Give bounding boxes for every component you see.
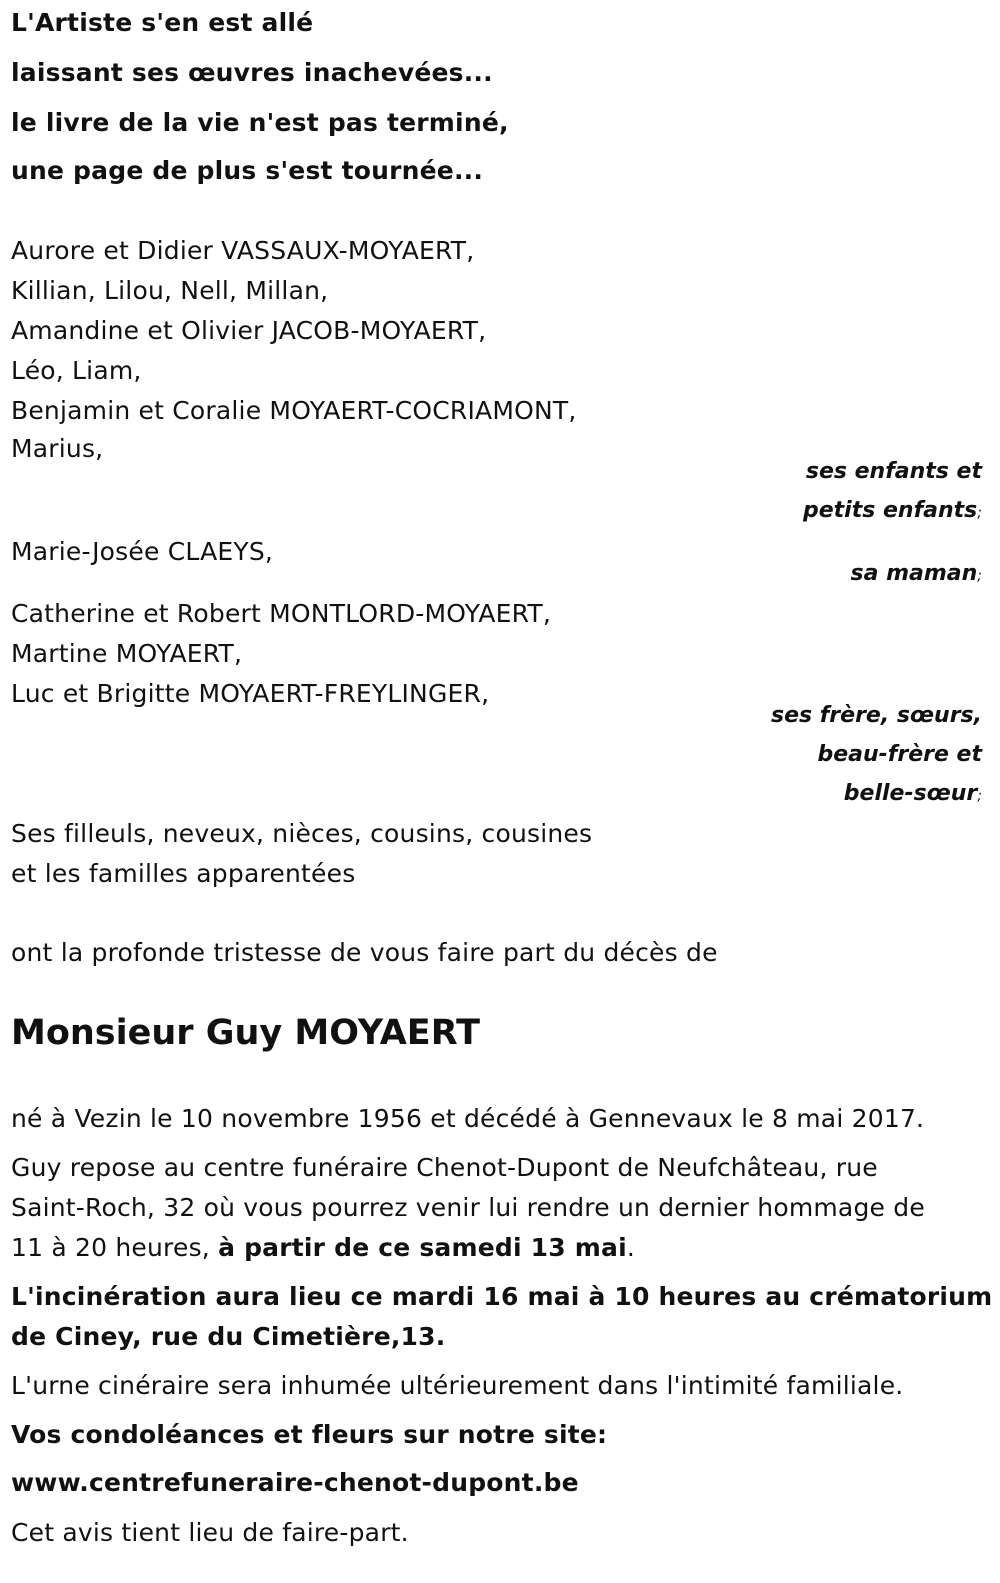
urn-text: L'urne cinéraire sera inhumée ultérieurement dans l'intimité familiale.	[11, 1371, 904, 1400]
incineration-line: L'incinération aura lieu ce mardi 16 mai à 10 heures au crématorium	[11, 1282, 993, 1311]
sibling-line: Luc et Brigitte MOYAERT-FREYLINGER,	[11, 679, 490, 708]
separator: ;	[977, 568, 982, 584]
sibling-line: Catherine et Robert MONTLORD-MOYAERT,	[11, 599, 552, 628]
poem-line: le livre de la vie n'est pas terminé,	[11, 108, 509, 137]
closing-text: Cet avis tient lieu de faire-part.	[11, 1518, 409, 1547]
mother-name: Marie-Josée CLAEYS,	[11, 537, 274, 566]
condolences-label: Vos condoléances et fleurs sur notre site:	[11, 1420, 608, 1449]
poem-line: une page de plus s'est tournée...	[11, 156, 484, 185]
deceased-name: Monsieur Guy MOYAERT	[11, 1013, 480, 1053]
announcement-text: ont la profonde tristesse de vous faire part du décès de	[11, 938, 718, 967]
website-link[interactable]: www.centrefuneraire-chenot-dupont.be	[11, 1468, 579, 1497]
separator: ;	[977, 505, 982, 521]
poem-line: L'Artiste s'en est allé	[11, 8, 314, 37]
visitation-line: Saint-Roch, 32 où vous pourrez venir lui rendre un dernier hommage de	[11, 1193, 925, 1222]
poem-line: laissant ses œuvres inachevées...	[11, 58, 493, 87]
siblings-role: beau-frère et	[817, 742, 982, 767]
extended-family-line: et les familles apparentées	[11, 859, 356, 888]
siblings-role: ses frère, sœurs,	[770, 703, 982, 728]
incineration-line: de Ciney, rue du Cimetière,13.	[11, 1322, 446, 1351]
visitation-line: 11 à 20 heures, à partir de ce samedi 13 mai.	[11, 1233, 636, 1262]
mother-role: sa maman;	[850, 561, 982, 586]
family-line: Léo, Liam,	[11, 356, 142, 385]
sibling-line: Martine MOYAERT,	[11, 639, 243, 668]
separator: ;	[977, 788, 982, 804]
family-line: Killian, Lilou, Nell, Millan,	[11, 276, 329, 305]
children-role: ses enfants et	[805, 459, 982, 484]
birth-death-text: né à Vezin le 10 novembre 1956 et décédé à Gennevaux le 8 mai 2017.	[11, 1104, 925, 1133]
siblings-role: belle-sœur;	[843, 781, 982, 806]
visitation-start: à partir de ce samedi 13 mai	[218, 1233, 627, 1262]
family-line: Marius,	[11, 434, 104, 463]
visitation-line: Guy repose au centre funéraire Chenot-Dupont de Neufchâteau, rue	[11, 1153, 878, 1182]
family-line: Benjamin et Coralie MOYAERT-COCRIAMONT,	[11, 396, 577, 425]
children-role: petits enfants;	[803, 498, 982, 523]
extended-family-line: Ses filleuls, neveux, nièces, cousins, cousines	[11, 819, 593, 848]
family-line: Aurore et Didier VASSAUX-MOYAERT,	[11, 236, 475, 265]
family-line: Amandine et Olivier JACOB-MOYAERT,	[11, 316, 487, 345]
